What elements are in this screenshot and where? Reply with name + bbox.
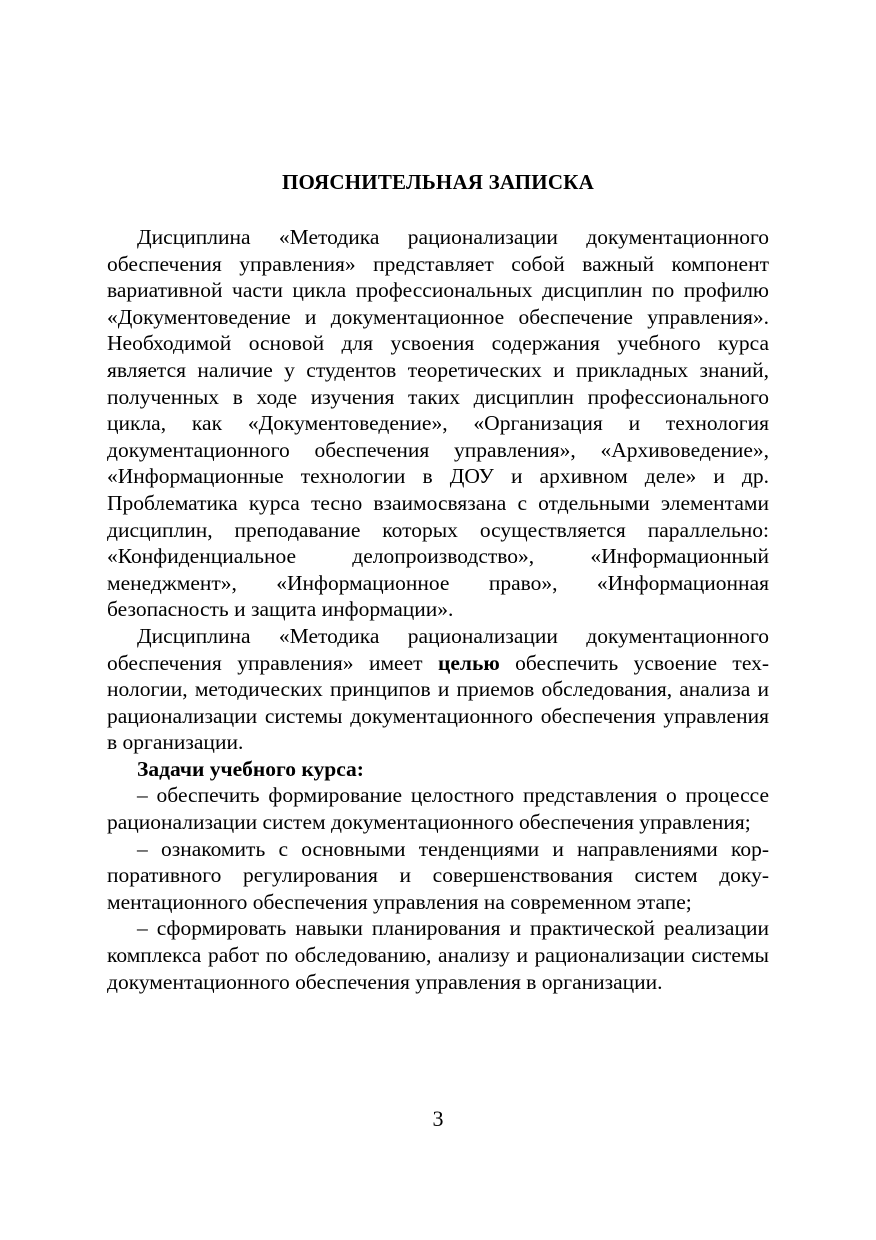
goal-paragraph-start: Дисциплина «Методика рационализации документационного обеспечения управления» имеет <box>107 623 769 675</box>
document-body <box>107 224 769 995</box>
task-item: – обеспечить формирование целостного представления о процессе рационализации систем документационного обеспечения управления; <box>107 783 769 835</box>
goal-keyword: целью <box>437 650 500 675</box>
tasks-heading: Задачи учебного курса: <box>137 756 364 781</box>
task-item: – сформировать навыки планирования и практической реализации комплекса работ по обследованию, анализу и рационализации системы документационного обеспечения управления в организации. <box>107 916 769 994</box>
task-item: – ознакомить с основными тенденциями и направлениями корпоративного регулирования и совершенствования систем документационного обеспечения управления на современном этапе; <box>107 836 769 914</box>
page-title: ПОЯСНИТЕЛЬНАЯ ЗАПИСКА <box>282 170 594 194</box>
page-number: 3 <box>432 1106 444 1131</box>
intro-paragraph: Дисциплина «Методика рационализации документационного обеспечения управления» представляет собой важный компонент вариативной части цикла профессиональных дисциплин по профилю «Документоведение и документационное обеспечение управления». Необходимой основой для усвоения содержания учебного курса является наличие у студентов теоретических и прикладных знаний, полученных в ходе изучения таких дисциплин профессионального цикла, как «Документоведение», «Организация и технология документационного обеспечения управления», «Архивоведение», «Информационные технологии в ДОУ и архивном деле» и др. Проблематика курса тесно взаимосвязана с отдельными элементами дисциплин, преподавание которых осуществляется параллельно: «Конфиденциальное делопроизводство», «Информационный менеджмент», «Информационное право», «Информационная безопасность и защита информации». <box>107 225 769 622</box>
goal-paragraph-end: обеспечить усвоение технологии, методических принципов и приемов обследования, анализа и рационализации системы документационного обеспечения управления в организации. <box>107 650 770 755</box>
goal-paragraph <box>107 623 769 756</box>
